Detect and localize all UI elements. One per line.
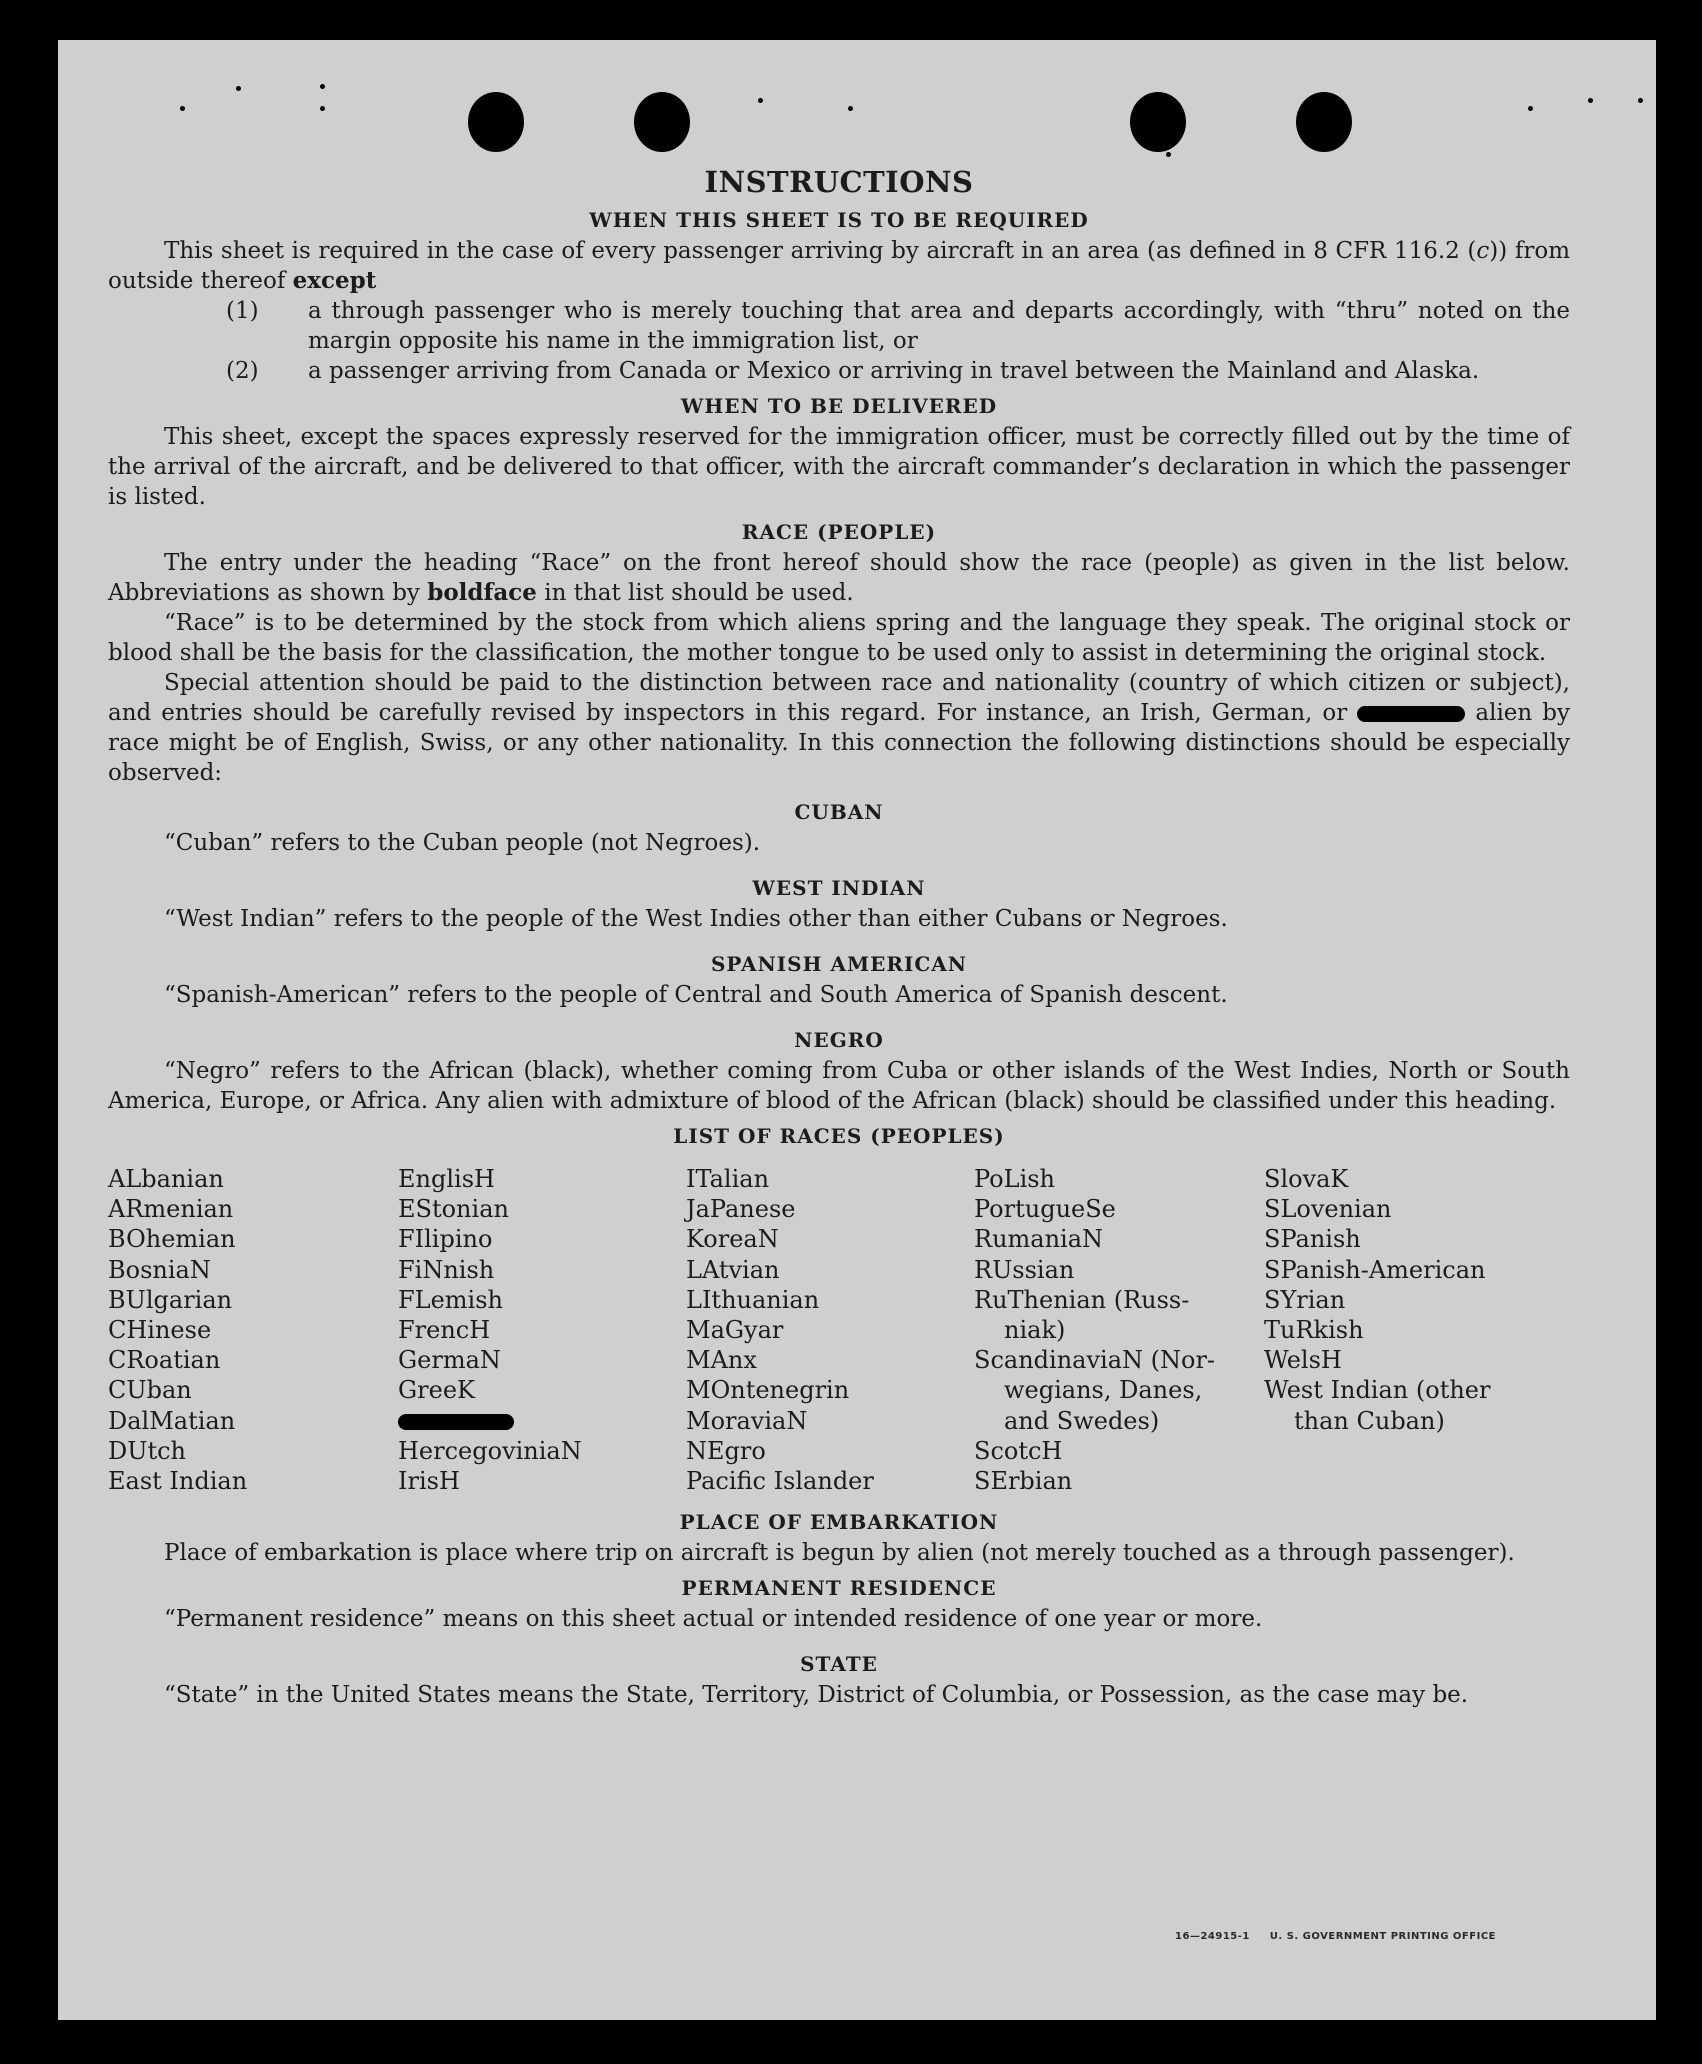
list-item: FIlipino	[398, 1225, 493, 1254]
list-item: FiNnish	[398, 1255, 495, 1284]
list-item: LAtvian	[686, 1255, 780, 1284]
section-heading-delivered: WHEN TO BE DELIVERED	[680, 394, 998, 418]
section-heading-west-indian: WEST INDIAN	[752, 876, 926, 900]
list-item: ALbanian	[108, 1165, 224, 1193]
cuban-text: “Cuban” refers to the Cuban people (not Negroes).	[164, 830, 761, 856]
list-item: LIthuanian	[686, 1285, 820, 1314]
section-heading-spanish-american: SPANISH AMERICAN	[710, 952, 968, 976]
list-item: SLovenian	[1264, 1195, 1392, 1224]
list-item: PoLish	[974, 1165, 1056, 1193]
required-intro-text: This sheet is required in the case of every passenger arriving by aircraft in an area (as defined in 8 CFR 116.2 (	[164, 238, 1477, 264]
race-column-2	[398, 1164, 686, 1496]
race-paragraph-3	[108, 668, 1570, 788]
list-item: DalMatian	[108, 1406, 236, 1435]
required-intro-bold: except	[292, 267, 377, 294]
list-item: SlovaK	[1264, 1165, 1349, 1193]
list-item: ScandinaviaN (Nor-	[974, 1346, 1216, 1375]
list-item: GermaN	[398, 1346, 501, 1375]
residence-text: “Permanent residence” means on this sheet actual or intended residence of one year or more.	[164, 1606, 1263, 1633]
list-item: ScotcH	[974, 1436, 1063, 1465]
exception-number: (1)	[226, 298, 259, 324]
race-column-3	[686, 1164, 974, 1496]
exception-text: a passenger arriving from Canada or Mexico or arriving in travel between the Mainland and Alaska.	[308, 358, 1480, 384]
document-page	[58, 40, 1656, 2020]
race-paragraph-2: “Race” is to be determined by the stock from which aliens spring and the language they speak. The original stock or blood shall be the basis for the classification, the mother tongue to be used only to assist in determining the original stock.	[108, 610, 1570, 666]
list-item: than Cuban)	[1294, 1406, 1445, 1435]
section-heading-cuban: CUBAN	[794, 800, 884, 824]
printer-name: U. S. GOVERNMENT PRINTING OFFICE	[1269, 1931, 1496, 1942]
list-item: FrencH	[398, 1316, 491, 1345]
spanish-american-text: “Spanish-American” refers to the people of Central and South America of Spanish descent.	[164, 982, 1228, 1008]
list-item: HercegoviniaN	[398, 1436, 582, 1465]
section-heading-state: STATE	[800, 1652, 878, 1677]
list-item: East Indian	[108, 1467, 248, 1496]
race-p1-bold: boldface	[427, 579, 537, 606]
list-item: SPanish	[1264, 1225, 1361, 1254]
race-column-1	[108, 1164, 398, 1496]
list-item: BosniaN	[108, 1255, 211, 1284]
printer-footer	[1175, 1931, 1496, 1942]
race-column-4	[974, 1164, 1264, 1496]
list-item: KoreaN	[686, 1225, 779, 1254]
list-item: GreeK	[398, 1376, 475, 1405]
embarkation-text: Place of embarkation is place where trip on aircraft is begun by alien (not merely touched as a through passenger).	[164, 1540, 1515, 1567]
list-item: EStonian	[398, 1195, 509, 1224]
list-item: niak)	[1004, 1316, 1066, 1345]
required-intro-italic: c	[1476, 238, 1490, 264]
list-item: Pacific Islander	[686, 1467, 874, 1496]
list-item: RUssian	[974, 1255, 1075, 1284]
list-item-redacted	[398, 1406, 686, 1436]
negro-text: “Negro” refers to the African (black), whether coming from Cuba or other islands of the West Indies, North or South America, Europe, or Africa. Any alien with admixture of blood of the African (black) should be classified under this heading.	[108, 1058, 1570, 1114]
paper-speck	[236, 86, 241, 91]
list-item: BOhemian	[108, 1225, 236, 1254]
state-text: “State” in the United States means the State, Territory, District of Columbia, or Possession, as the case may be.	[164, 1682, 1469, 1709]
list-item: RuThenian (Russ-	[974, 1285, 1190, 1314]
list-item: EnglisH	[398, 1165, 495, 1193]
section-heading-race: RACE (PEOPLE)	[741, 520, 937, 544]
form-code: 16—24915-1	[1175, 1931, 1250, 1942]
list-item	[108, 356, 1570, 386]
list-item: West Indian (other	[1264, 1376, 1491, 1405]
race-p3-text: Special attention should be paid to the distinction between race and nationality (country of which citizen or subject), and entries should be carefully revised by inspectors in this regard. For instance, an Irish, German, or	[108, 670, 1570, 726]
list-item: WelsH	[1264, 1346, 1342, 1375]
delivered-text: This sheet, except the spaces expressly reserved for the immigration officer, must be correctly filled out by the time of the arrival of the aircraft, and be delivered to that officer, with the aircraft commander’s declaration in which the passenger is listed.	[108, 424, 1570, 510]
section-heading-negro: NEGRO	[794, 1028, 884, 1052]
list-item	[108, 296, 1570, 356]
required-intro-text-2: )) from outside thereof	[108, 238, 1571, 294]
paper-speck	[320, 106, 325, 111]
page-title: INSTRUCTIONS	[704, 165, 974, 199]
list-item: MAnx	[686, 1346, 757, 1375]
exception-list	[108, 296, 1570, 386]
list-item: and Swedes)	[1004, 1406, 1160, 1435]
list-item: CUban	[108, 1376, 192, 1405]
exception-number: (2)	[226, 358, 259, 384]
list-item: SErbian	[974, 1467, 1073, 1496]
paper-speck	[848, 106, 853, 111]
paper-speck	[1528, 106, 1533, 111]
list-item: BUlgarian	[108, 1285, 233, 1314]
race-p1-text: The entry under the heading “Race” on the front hereof should show the race (people) as given in the list below. Abbreviations as shown by	[108, 550, 1570, 606]
list-item: DUtch	[108, 1436, 187, 1465]
list-item: MOntenegrin	[686, 1376, 850, 1405]
punch-hole	[1130, 92, 1186, 152]
punch-hole	[1296, 92, 1352, 152]
section-heading-required: WHEN THIS SHEET IS TO BE REQUIRED	[589, 208, 1089, 232]
list-item: SPanish-American	[1264, 1255, 1486, 1284]
race-p3-text-2: alien by race might be of English, Swiss, or any other nationality. In this connection the following distinctions should be especially observed:	[108, 700, 1570, 786]
list-item: CRoatian	[108, 1346, 221, 1375]
section-heading-residence: PERMANENT RESIDENCE	[681, 1576, 997, 1601]
list-item: ARmenian	[108, 1195, 234, 1224]
list-item: CHinese	[108, 1316, 212, 1345]
section-heading-race-list: LIST OF RACES (PEOPLES)	[673, 1124, 1005, 1148]
list-item: MoraviaN	[686, 1406, 808, 1435]
paper-speck	[1166, 152, 1171, 157]
list-item: JaPanese	[686, 1195, 796, 1224]
list-item: SYrian	[1264, 1285, 1346, 1314]
punch-hole	[634, 92, 690, 152]
paper-speck	[1638, 98, 1643, 103]
paper-speck	[320, 84, 325, 89]
list-item: FLemish	[398, 1285, 503, 1314]
list-item: IrisH	[398, 1467, 460, 1496]
list-item: NEgro	[686, 1436, 766, 1465]
list-item: PortugueSe	[974, 1195, 1116, 1224]
list-item: RumaniaN	[974, 1225, 1104, 1254]
section-heading-embarkation: PLACE OF EMBARKATION	[679, 1510, 999, 1535]
required-intro	[108, 236, 1570, 296]
list-item: MaGyar	[686, 1316, 784, 1345]
redaction-mark	[1357, 706, 1465, 722]
punch-hole	[468, 92, 524, 152]
instructions-body	[108, 164, 1570, 1710]
list-item: TuRkish	[1264, 1316, 1364, 1345]
paper-speck	[180, 106, 185, 111]
west-indian-text: “West Indian” refers to the people of the West Indies other than either Cubans or Negroes.	[164, 906, 1228, 932]
exception-text: a through passenger who is merely touching that area and departs accordingly, with “thru” noted on the margin opposite his name in the immigration list, or	[308, 298, 1570, 354]
list-item: ITalian	[686, 1165, 770, 1193]
paper-speck	[758, 98, 763, 103]
race-p1-text-2: in that list should be used.	[536, 580, 854, 606]
list-item: wegians, Danes,	[1004, 1376, 1203, 1405]
race-column-5	[1264, 1164, 1564, 1496]
redaction-mark	[398, 1414, 514, 1430]
race-paragraph-1	[108, 548, 1570, 608]
paper-speck	[1588, 98, 1593, 103]
race-list	[108, 1164, 1570, 1496]
